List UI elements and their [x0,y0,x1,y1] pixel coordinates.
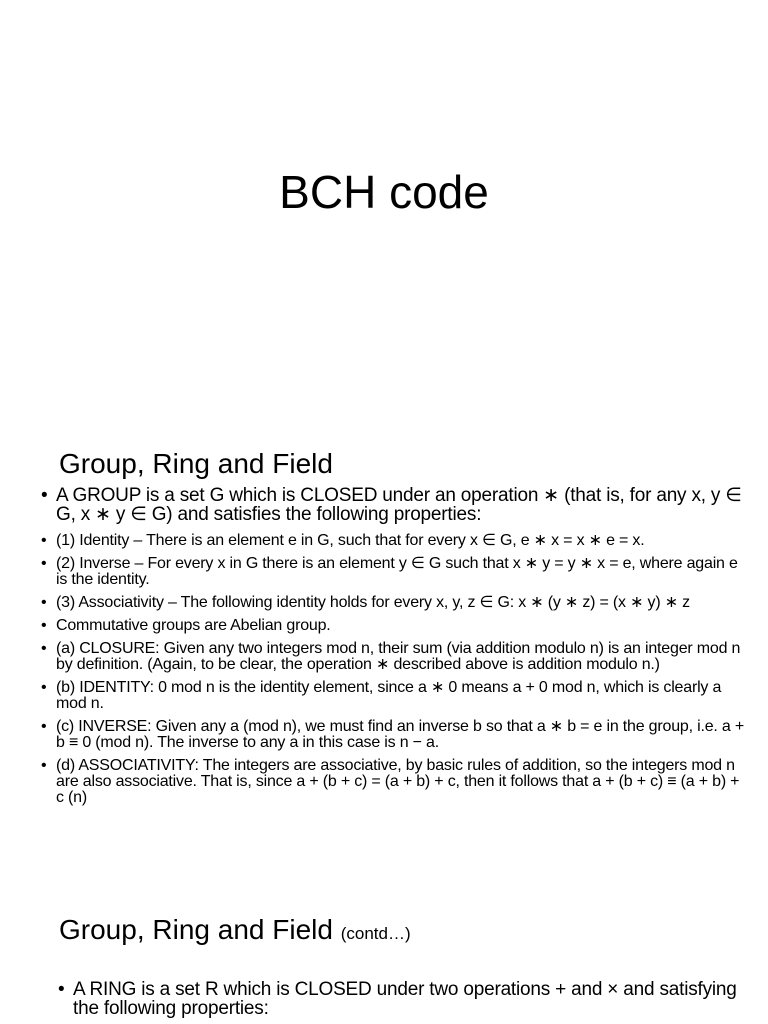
heading-suffix: (contd…) [340,924,411,943]
section-heading-group-ring-field: Group, Ring and Field [59,448,333,479]
slide-title: BCH code [279,166,489,218]
bullet-item: • (1) Identity – There is an element e in G, such that for every x ∈ G, e ∗ x = x ∗ e = x. [41,533,751,549]
bullet-item: • (b) IDENTITY: 0 mod n is the identity element, since a ∗ 0 means a + 0 mod n, which is clearly a mod n. [41,680,751,712]
bullet-item: • A RING is a set R which is CLOSED under two operations + and × and satisfying the following properties: [58,980,738,1018]
bullet-item: • (d) ASSOCIATIVITY: The integers are associative, by basic rules of addition, so the integers mod n are also associative. That is, since a + (b + c) = (a + b) + c, then it follows that a + (b + c) ≡ (a + b) + c (n) [41,758,751,806]
section-heading-group-ring-field-contd [59,913,411,951]
bullet-item: • A GROUP is a set G which is CLOSED under an operation ∗ (that is, for any x, y ∈ G, x ∗ y ∈ G) and satisfies the following properties: [41,486,751,524]
bullet-item: • (2) Inverse – For every x in G there is an element y ∈ G such that x ∗ y = y ∗ x = e, where again e is the identity. [41,556,751,588]
bullet-item: • Commutative groups are Abelian group. [41,618,751,634]
bullet-list-ring-properties [58,980,738,1018]
bullet-item: • (c) INVERSE: Given any a (mod n), we must find an inverse b so that a ∗ b = e in the group, i.e. a + b ≡ 0 (mod n). The inverse to any a in this case is n − a. [41,719,751,751]
heading-text: Group, Ring and Field [59,914,333,945]
bullet-item: • (3) Associativity – The following identity holds for every x, y, z ∈ G: x ∗ (y ∗ z) = (x ∗ y) ∗ z [41,595,751,611]
bullet-list-group-properties [41,486,751,813]
bullet-item: • (a) CLOSURE: Given any two integers mod n, their sum (via addition modulo n) is an integer mod n by definition. (Again, to be clear, the operation ∗ described above is addition modulo n.) [41,641,751,673]
